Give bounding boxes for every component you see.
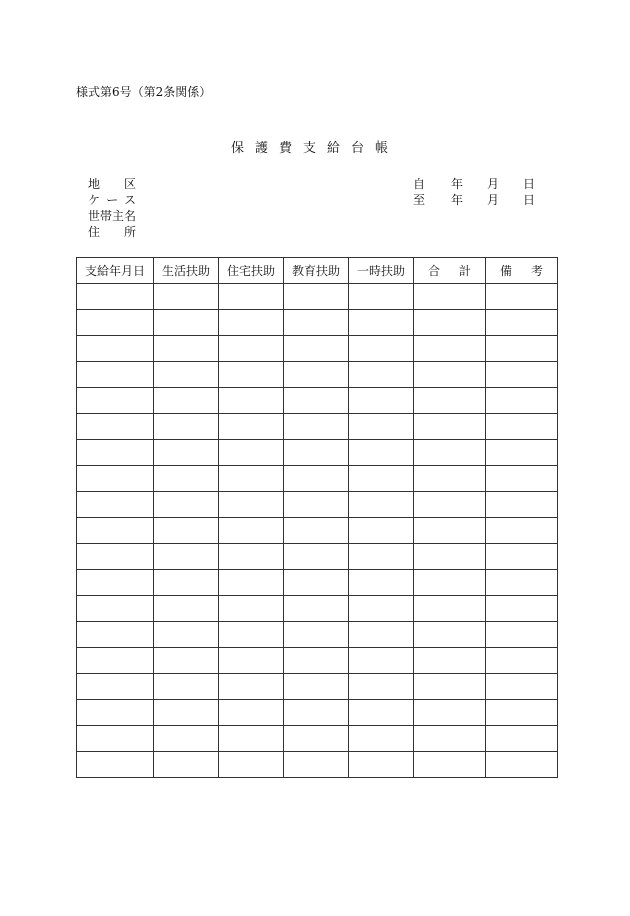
table-cell xyxy=(284,544,349,570)
table-cell xyxy=(414,466,486,492)
table-cell xyxy=(77,700,154,726)
table-cell xyxy=(77,596,154,622)
col-housing-aid: 住宅扶助 xyxy=(219,258,284,284)
table-cell xyxy=(154,440,219,466)
table-cell xyxy=(77,518,154,544)
table-cell xyxy=(349,440,414,466)
table-cell xyxy=(414,596,486,622)
table-cell xyxy=(414,674,486,700)
table-cell xyxy=(77,440,154,466)
table-cell xyxy=(486,648,558,674)
table-cell xyxy=(77,648,154,674)
table-cell xyxy=(284,726,349,752)
table-cell xyxy=(349,726,414,752)
table-cell xyxy=(414,518,486,544)
table-cell xyxy=(284,700,349,726)
table-cell xyxy=(284,414,349,440)
table-row xyxy=(77,570,558,596)
to-year-label: 年 xyxy=(451,193,464,207)
to-day-label: 日 xyxy=(523,193,536,207)
table-cell xyxy=(154,674,219,700)
table-cell xyxy=(77,570,154,596)
table-cell xyxy=(77,310,154,336)
table-cell xyxy=(486,440,558,466)
table-cell xyxy=(486,752,558,778)
table-row xyxy=(77,648,558,674)
col-remarks: 備考 xyxy=(486,258,558,284)
table-row xyxy=(77,674,558,700)
table-cell xyxy=(349,596,414,622)
household-head-label: 世帯主名 xyxy=(88,209,137,223)
table-cell xyxy=(414,726,486,752)
table-cell xyxy=(414,336,486,362)
table-cell xyxy=(154,570,219,596)
table-row xyxy=(77,518,558,544)
table-cell xyxy=(349,622,414,648)
table-cell xyxy=(77,492,154,518)
table-cell xyxy=(219,414,284,440)
table-cell xyxy=(154,752,219,778)
table-cell xyxy=(284,596,349,622)
table-cell xyxy=(486,596,558,622)
table-cell xyxy=(154,414,219,440)
period-from-row xyxy=(413,176,543,192)
table-cell xyxy=(349,674,414,700)
table-cell xyxy=(154,284,219,310)
table-row xyxy=(77,700,558,726)
table-cell xyxy=(154,388,219,414)
table-cell xyxy=(486,700,558,726)
table-cell xyxy=(414,284,486,310)
table-cell xyxy=(77,284,154,310)
table-row xyxy=(77,622,558,648)
table-cell xyxy=(219,310,284,336)
table-cell xyxy=(486,362,558,388)
to-label: 至 xyxy=(413,193,426,207)
table-cell xyxy=(219,518,284,544)
table-cell xyxy=(284,362,349,388)
table-cell xyxy=(486,310,558,336)
col-livelihood-aid: 生活扶助 xyxy=(154,258,219,284)
table-cell xyxy=(349,414,414,440)
table-cell xyxy=(219,700,284,726)
table-cell xyxy=(154,622,219,648)
table-cell xyxy=(414,622,486,648)
table-cell xyxy=(77,414,154,440)
table-cell xyxy=(284,492,349,518)
table-cell xyxy=(154,362,219,388)
table-cell xyxy=(349,570,414,596)
table-cell xyxy=(219,492,284,518)
table-cell xyxy=(486,466,558,492)
table-cell xyxy=(486,388,558,414)
table-cell xyxy=(284,622,349,648)
table-cell xyxy=(349,492,414,518)
table-cell xyxy=(77,622,154,648)
table-cell xyxy=(486,726,558,752)
table-cell xyxy=(219,440,284,466)
table-cell xyxy=(219,362,284,388)
table-cell xyxy=(219,674,284,700)
document-title: 保護費支給台帳 xyxy=(230,141,399,156)
table-cell xyxy=(349,362,414,388)
ledger-body xyxy=(77,284,558,778)
district-label: 地 区 xyxy=(88,177,136,191)
table-cell xyxy=(219,648,284,674)
table-row xyxy=(77,336,558,362)
table-cell xyxy=(154,596,219,622)
col-education-aid: 教育扶助 xyxy=(284,258,349,284)
table-cell xyxy=(219,570,284,596)
table-cell xyxy=(219,544,284,570)
from-label: 自 xyxy=(413,177,426,191)
ledger-header-row xyxy=(77,258,558,284)
table-cell xyxy=(154,726,219,752)
table-cell xyxy=(154,518,219,544)
address-label: 住 所 xyxy=(88,225,136,239)
table-cell xyxy=(486,544,558,570)
table-cell xyxy=(154,336,219,362)
info-left-block xyxy=(88,176,136,240)
table-cell xyxy=(284,648,349,674)
table-row xyxy=(77,310,558,336)
table-cell xyxy=(414,570,486,596)
table-cell xyxy=(486,492,558,518)
table-cell xyxy=(349,466,414,492)
table-cell xyxy=(414,752,486,778)
table-cell xyxy=(349,700,414,726)
table-cell xyxy=(154,700,219,726)
table-cell xyxy=(284,466,349,492)
table-cell xyxy=(349,284,414,310)
table-cell xyxy=(219,596,284,622)
table-cell xyxy=(414,388,486,414)
table-row xyxy=(77,544,558,570)
table-row xyxy=(77,492,558,518)
table-cell xyxy=(414,440,486,466)
table-cell xyxy=(219,466,284,492)
table-cell xyxy=(284,518,349,544)
table-row xyxy=(77,362,558,388)
table-row xyxy=(77,388,558,414)
table-cell xyxy=(77,362,154,388)
table-cell xyxy=(486,414,558,440)
table-cell xyxy=(77,388,154,414)
table-cell xyxy=(154,310,219,336)
table-cell xyxy=(284,570,349,596)
col-total: 合計 xyxy=(414,258,486,284)
table-row xyxy=(77,414,558,440)
table-row xyxy=(77,466,558,492)
table-cell xyxy=(414,492,486,518)
table-cell xyxy=(349,310,414,336)
table-cell xyxy=(77,336,154,362)
table-cell xyxy=(284,440,349,466)
table-cell xyxy=(154,492,219,518)
col-payment-date: 支給年月日 xyxy=(77,258,154,284)
table-cell xyxy=(486,336,558,362)
table-cell xyxy=(349,336,414,362)
table-cell xyxy=(414,700,486,726)
table-cell xyxy=(284,674,349,700)
table-cell xyxy=(219,336,284,362)
from-month-label: 月 xyxy=(487,177,500,191)
table-cell xyxy=(154,466,219,492)
table-cell xyxy=(219,752,284,778)
table-cell xyxy=(486,674,558,700)
table-row xyxy=(77,596,558,622)
table-cell xyxy=(219,284,284,310)
table-cell xyxy=(77,752,154,778)
table-cell xyxy=(284,752,349,778)
table-row xyxy=(77,752,558,778)
table-cell xyxy=(414,648,486,674)
table-cell xyxy=(219,622,284,648)
from-year-label: 年 xyxy=(451,177,464,191)
table-cell xyxy=(414,544,486,570)
col-temporary-aid: 一時扶助 xyxy=(349,258,414,284)
table-cell xyxy=(349,518,414,544)
table-row xyxy=(77,726,558,752)
table-cell xyxy=(219,388,284,414)
table-cell xyxy=(284,336,349,362)
table-cell xyxy=(154,648,219,674)
to-month-label: 月 xyxy=(487,193,500,207)
table-cell xyxy=(349,752,414,778)
table-cell xyxy=(414,414,486,440)
ledger-table xyxy=(76,257,558,778)
from-day-label: 日 xyxy=(523,177,536,191)
table-cell xyxy=(77,466,154,492)
table-cell xyxy=(486,284,558,310)
case-label: ケース xyxy=(88,193,136,207)
form-id: 様式第6号（第2条関係） xyxy=(76,85,212,99)
table-cell xyxy=(154,544,219,570)
table-cell xyxy=(349,544,414,570)
table-row xyxy=(77,440,558,466)
table-cell xyxy=(284,388,349,414)
table-row xyxy=(77,284,558,310)
table-cell xyxy=(414,362,486,388)
table-cell xyxy=(414,310,486,336)
period-to-row xyxy=(413,192,543,208)
table-cell xyxy=(77,674,154,700)
table-cell xyxy=(486,622,558,648)
table-cell xyxy=(486,518,558,544)
table-cell xyxy=(284,310,349,336)
table-cell xyxy=(77,544,154,570)
table-cell xyxy=(219,726,284,752)
table-cell xyxy=(349,388,414,414)
table-cell xyxy=(77,726,154,752)
period-block xyxy=(413,176,543,208)
table-cell xyxy=(486,570,558,596)
table-cell xyxy=(349,648,414,674)
table-cell xyxy=(284,284,349,310)
